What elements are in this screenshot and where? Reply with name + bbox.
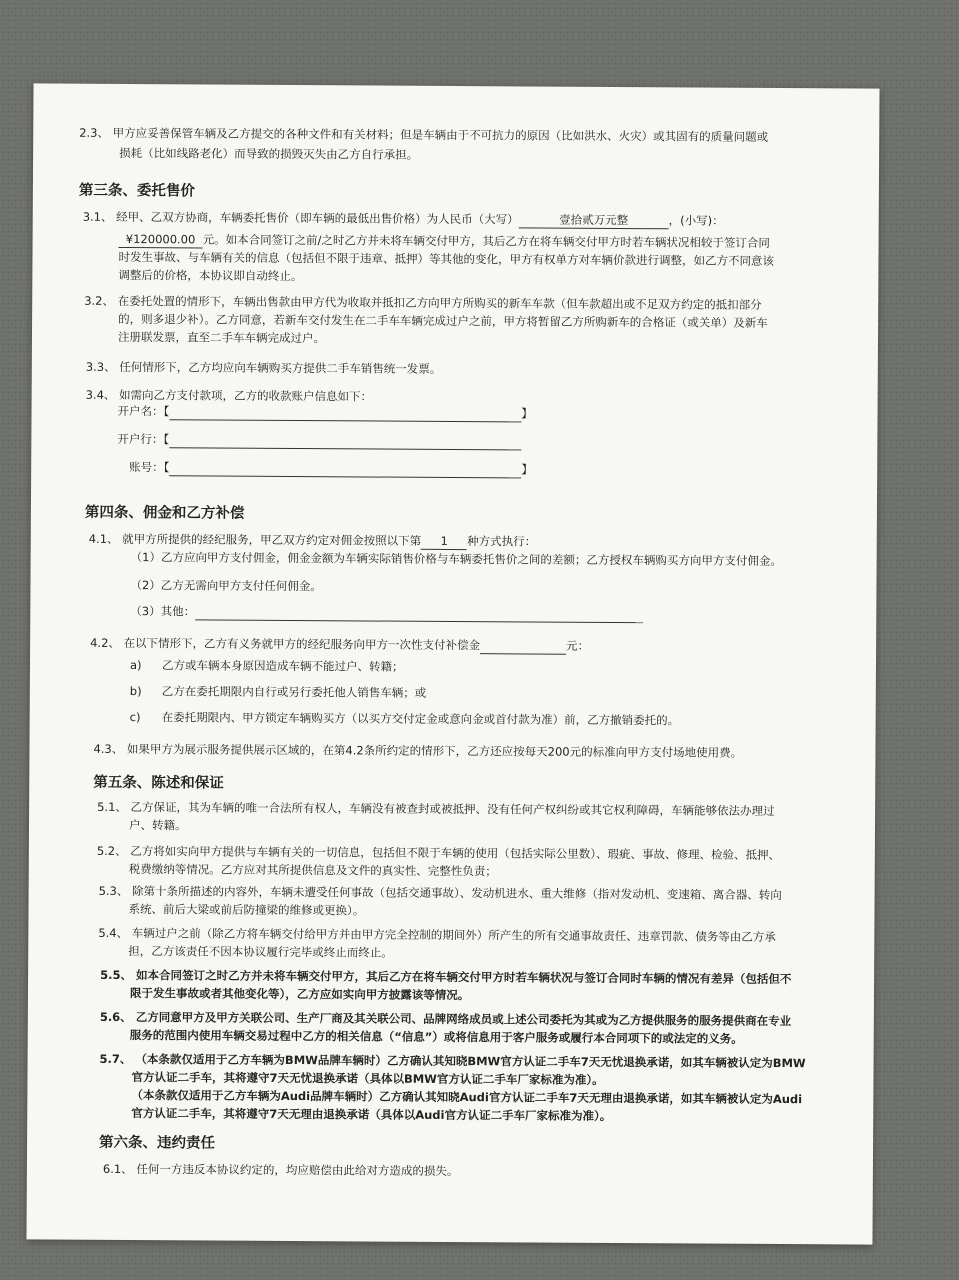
clause-5-3-line-2: 系统、前后大梁或前后防撞梁的维修或更换）。 (128, 902, 365, 918)
clause-4-1-text-1: 4.1、 就甲方所提供的经纪服务，甲乙双方约定对佣金按照以下第 (88, 531, 422, 548)
compensation-amount-field (480, 638, 566, 655)
clause-4-2-a-text: 乙方或车辆本身原因造成车辆不能过户、转籍； (161, 658, 404, 674)
clause-4-2-line-1 (90, 636, 589, 655)
clause-4-3: 4.3、 如果甲方为展示服务提供展示区域的，在第4.2条所约定的情形下，乙方还应按每天200元的标准向甲方支付场地使用费。 (93, 741, 743, 760)
clause-3-1-text-1: 3.1、 经甲、乙双方协商，车辆委托售价（即车辆的最低出售价格）为人民币（大写） (82, 209, 519, 227)
clause-4-2-b (130, 684, 427, 701)
clause-5-5-line-1: 5.5、 如本合同签订之时乙方并未将车辆交付甲方，其后乙方在将车辆交付甲方时若车辆状况与签订合同时车辆的情况有差异（包括但不 (100, 967, 792, 987)
clause-4-2-c-label: c) (129, 710, 141, 725)
commission-option-1: （1）乙方应向甲方支付佣金，佣金金额为车辆实际销售价格与车辆委托售价之间的差额；乙方授权车辆购买方向甲方支付佣金。 (130, 550, 782, 569)
clause-5-6-line-2: 服务的范围内使用车辆交易过程中乙方的相关信息（“信息”）或将信息用于客户服务或履行本合同项下的或法定的义务。 (129, 1028, 743, 1046)
clause-3-1-line-4: 调整后的价格，本协议即自动终止。 (118, 267, 303, 284)
clause-4-1-text-2: 种方式执行： (467, 534, 537, 549)
clause-5-1-line-2: 户、转籍。 (128, 818, 187, 833)
clause-5-7-line-2: 官方认证二手车，其将遵守7天无忧退换承诺（具体以BMW官方认证二手车厂家标准为准）。 (131, 1070, 604, 1087)
price-uppercase-field: 壹拾贰万元整 (519, 212, 669, 229)
clause-5-1-line-1: 5.1、 乙方保证，其为车辆的唯一合法所有权人，车辆没有被查封或被抵押、没有任何产权纠纷或其它权利障碍，车辆能够依法办理过 (97, 799, 775, 818)
bank-field (169, 432, 521, 450)
clause-5-7-line-1: 5.7、 （本条款仅适用于乙方车辆为BMW品牌车辆时）乙方确认其知晓BMW官方认证二手车7天无忧退换承诺，如其车辆被认定为BMW (99, 1051, 806, 1071)
clause-4-2-c (130, 710, 680, 728)
clause-6-1: 6.1、 任何一方违反本协议约定的，均应赔偿由此给对方造成的损失。 (102, 1161, 459, 1179)
section-5-heading: 第五条、陈述和保证 (93, 774, 224, 792)
clause-5-2-line-2: 税费缴纳等情况。乙方应对其所提供信息及文件的真实性、完整性负责； (128, 862, 497, 879)
clause-3-1-text-2: ，(小写)： (668, 213, 724, 228)
account-number-field (169, 460, 521, 478)
clause-4-2-a (130, 658, 404, 675)
clause-4-2-b-text: 乙方在委托期限内自行或另行委托他人销售车辆；或 (161, 684, 427, 700)
account-name-label: 开户名：【 (117, 403, 170, 419)
clause-3-4-line-1: 3.4、 如需向乙方支付款项，乙方的收款账户信息如下： (85, 387, 373, 404)
account-number-close: 】 (521, 462, 533, 477)
account-number-row (129, 460, 533, 478)
clause-3-1-line-3: 时发生事故、与车辆有关的信息（包括但不限于违章、抵押）等其他的变化，甲方有权单方对车辆价款进行调整，如乙方不同意该 (118, 249, 775, 268)
bank-label: 开户行：【 (117, 431, 170, 447)
account-name-field (169, 404, 521, 422)
commission-option-2: （2）乙方无需向甲方支付任何佣金。 (130, 578, 322, 594)
clause-4-2-text-2: 元： (566, 638, 590, 653)
section-6-heading: 第六条、违约责任 (99, 1134, 216, 1152)
clause-2-3-line-1: 2.3、 甲方应妥善保管车辆及乙方提交的各种文件和有关材料；但是车辆由于不可抗力的原因（比如洪水、火灾）或其固有的质量问题或 (79, 125, 769, 144)
section-3-heading: 第三条、委托售价 (78, 182, 195, 200)
clause-5-4-line-2: 担，乙方该责任不因本协议履行完毕或终止而终止。 (128, 944, 393, 960)
clause-4-2-b-label: b) (129, 684, 142, 699)
clause-3-1-text-3: 元。如本合同签订之前/之时乙方并未将车辆交付甲方，其后乙方在将车辆交付甲方时若车辆状况相较于签订合同 (202, 232, 770, 250)
clause-5-7-line-4: 官方认证二手车，其将遵守7天无理由退换承诺（具体以Audi官方认证二手车厂家标准为准）。 (131, 1106, 612, 1123)
section-4-heading: 第四条、佣金和乙方补偿 (84, 504, 245, 522)
clause-4-2-a-label: a) (129, 658, 142, 673)
account-number-label: 账号：【 (129, 460, 170, 475)
clause-3-1-line-2 (119, 232, 770, 252)
clause-4-1-line-1 (89, 532, 537, 551)
clause-3-2-line-2: 的，则多退少补）。乙方同意，若新车交付发生在二手车车辆完成过户之前，甲方将暂留乙方所购新车的合格证（或关单）及新车 (118, 311, 768, 330)
clause-4-2-c-text: 在委托期限内、甲方锁定车辆购买方（以买方交付定金或意向金或首付款为准）前，乙方撤销委托的。 (161, 710, 680, 728)
clause-2-3-line-2: 损耗（比如线路老化）而导致的损毁灭失由乙方自行承担。 (119, 145, 419, 162)
clause-4-2-text-1: 4.2、 在以下情形下，乙方有义务就甲方的经纪服务向甲方一次性支付补偿金 (90, 635, 481, 653)
clause-5-5-line-2: 限于发生事故或者其他变化等），乙方应如实向甲方披露该等情况。 (129, 986, 470, 1003)
contract-page (26, 83, 879, 1244)
clause-5-3-line-1: 5.3、 除第十条所描述的内容外，车辆未遭受任何事故（包括交通事故）、发动机进水、重大维修（指对发动机、变速箱、离合器、转向 (98, 883, 782, 903)
price-lowercase-field: ¥120000.00 (119, 232, 203, 249)
commission-option-3 (130, 604, 643, 623)
clause-5-2-line-1: 5.2、 乙方将如实向甲方提供与车辆有关的一切信息，包括但不限于车辆的使用（包括实际公里数）、瑕疵、事故、修理、检验、抵押、 (96, 843, 781, 863)
clause-3-1-line-1 (83, 210, 724, 230)
clause-3-2-line-3: 注册联发票，直至二手车车辆完成过户。 (117, 329, 326, 346)
clause-5-6-line-1: 5.6、 乙方同意甲方及甲方关联公司、生产厂商及其关联公司、品牌网络成员或上述公司委托为其或为乙方提供服务的服务提供商在专业 (99, 1009, 792, 1029)
clause-5-7-line-3: （本条款仅适用于乙方车辆为Audi品牌车辆时）乙方确认其知晓Audi官方认证二手车7天无理由退换承诺，如其车辆被认定为Audi (131, 1088, 803, 1107)
commission-option-3-label: （3）其他： (130, 604, 196, 619)
commission-option-field: 1 (421, 534, 467, 550)
clause-5-4-line-1: 5.4、 车辆过户之前（除乙方将车辆交付给甲方并由甲方完全控制的期间外）所产生的所有交通事故责任、违章罚款、债务等由乙方承 (98, 925, 776, 944)
account-name-close: 】 (521, 406, 533, 421)
clause-3-3: 3.3、 任何情形下，乙方均应向车辆购买方提供二手车销售统一发票。 (85, 359, 442, 376)
account-name-row (117, 404, 532, 423)
commission-other-field (195, 604, 643, 623)
clause-3-2-line-1: 3.2、 在委托处置的情形下，车辆出售款由甲方代为收取并抵扣乙方向甲方所购买的新车车款（但车款超出或不足双方约定的抵扣部分 (84, 293, 762, 312)
bank-row (117, 432, 521, 450)
